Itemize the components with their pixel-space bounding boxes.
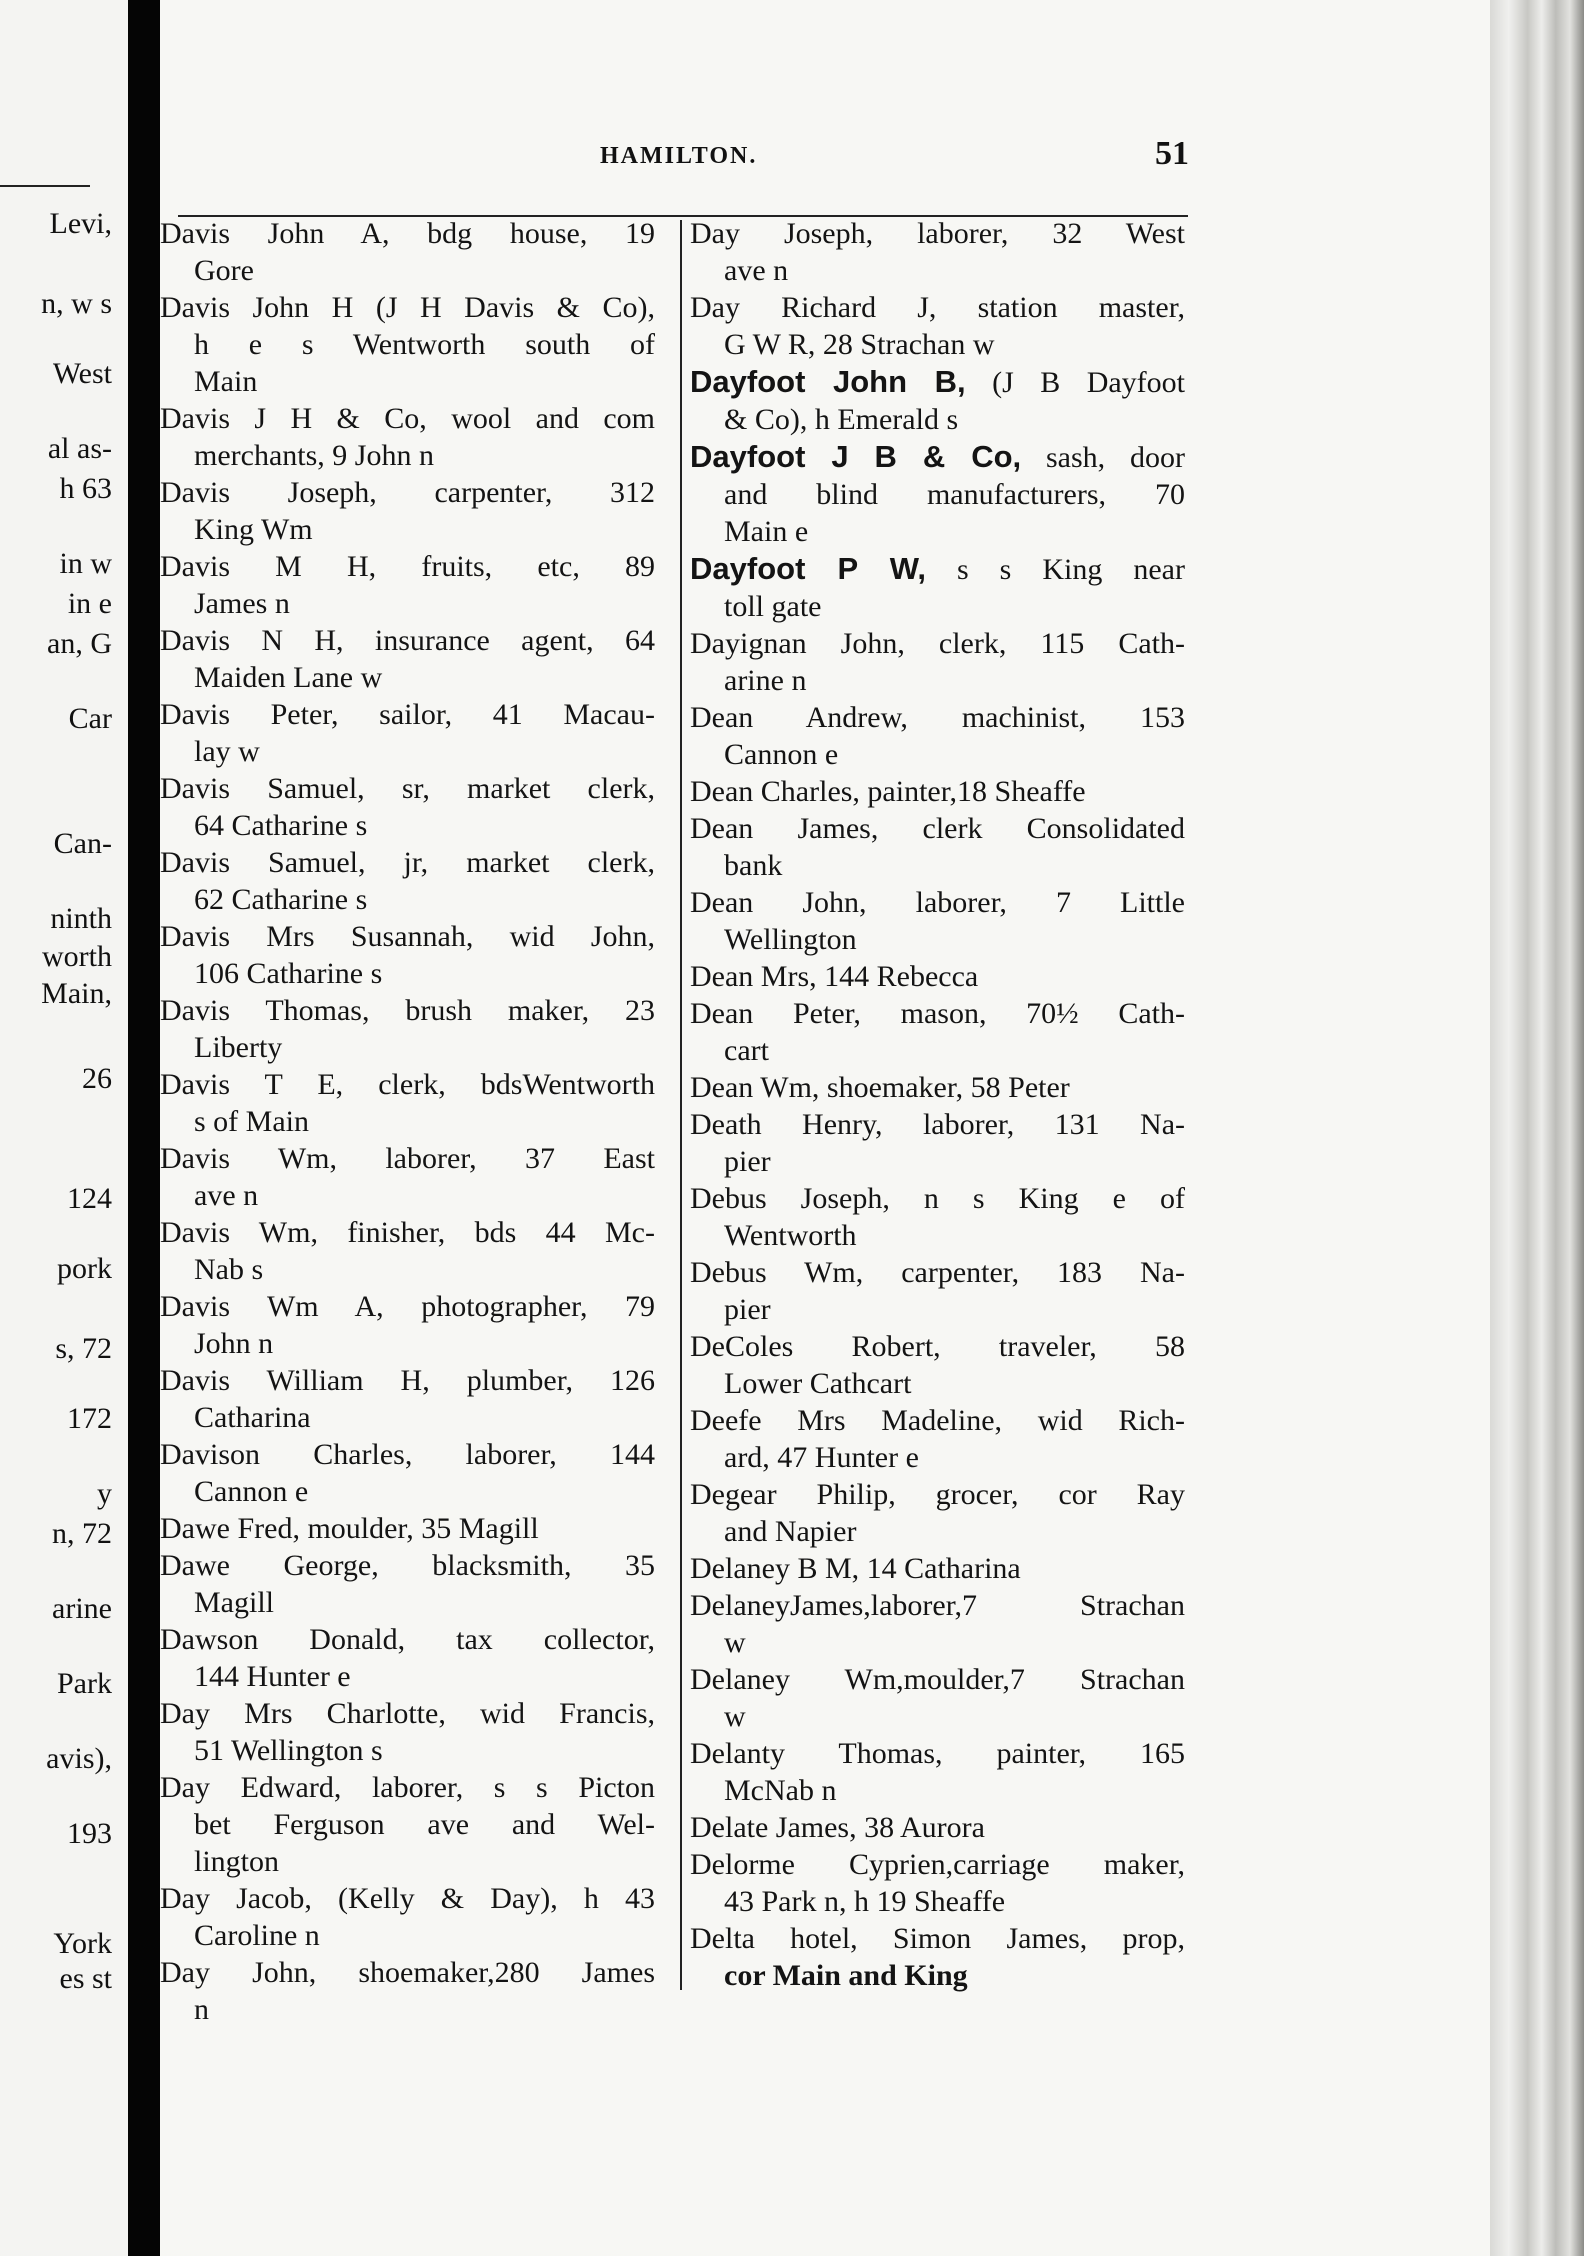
entry-bold-name: Dayfoot P W, [690, 551, 926, 586]
previous-page-text: worth [42, 940, 112, 973]
entry-line: and blind manufacturers, 70 [724, 478, 1185, 511]
directory-entry [690, 1254, 1185, 1328]
previous-page-text: n, w s [41, 287, 112, 320]
entry-line: Dean Andrew, machinist, 153 [690, 701, 1185, 734]
directory-entry [160, 1547, 655, 1621]
entry-line: 62 Catharine s [194, 883, 368, 916]
directory-entry [690, 810, 1185, 884]
running-head [160, 135, 1490, 195]
entry-line: ave n [724, 254, 789, 287]
page-title: HAMILTON. [600, 143, 758, 169]
entry-line: Davis Wm, laborer, 37 East [160, 1142, 655, 1175]
directory-entry [160, 1436, 655, 1510]
directory-entry [690, 438, 1185, 550]
entry-line: Davis Wm A, photographer, 79 [160, 1290, 655, 1323]
entry-line: Davis William H, plumber, 126 [160, 1364, 655, 1397]
directory-entry [160, 1621, 655, 1695]
directory-entry [690, 1587, 1185, 1661]
entry-line: Delaney B M, 14 Catharina [690, 1552, 1021, 1585]
directory-entry [690, 1180, 1185, 1254]
directory-entry [690, 1846, 1185, 1920]
directory-entry [160, 918, 655, 992]
entry-line-text: (J B Dayfoot [965, 366, 1185, 399]
entry-line: Wentworth [724, 1219, 857, 1252]
entry-line: Caroline n [194, 1919, 320, 1952]
entry-line: Degear Philip, grocer, cor Ray [690, 1478, 1185, 1511]
entry-line: Magill [194, 1586, 274, 1619]
entry-line: Dawson Donald, tax collector, [160, 1623, 655, 1656]
previous-page-text: 172 [67, 1402, 112, 1435]
entry-line-text: sash, door [1021, 441, 1185, 474]
directory-entry [160, 1362, 655, 1436]
page-number: 51 [1155, 135, 1189, 172]
entry-line: Davis Thomas, brush maker, 23 [160, 994, 655, 1027]
entry-line: Davis M H, fruits, etc, 89 [160, 550, 655, 583]
entry-bold-name: Dayfoot J B & Co, [690, 439, 1022, 474]
entry-line: Day Jacob, (Kelly & Day), h 43 [160, 1882, 655, 1915]
directory-entry [690, 1328, 1185, 1402]
previous-page-rule [0, 185, 90, 187]
entry-line: Davis John A, bdg house, 19 [160, 217, 655, 250]
directory-entry [160, 1954, 655, 2028]
entry-line: Debus Joseph, n s King e of [690, 1182, 1185, 1215]
entry-line: Day Edward, laborer, s s Picton [160, 1771, 655, 1804]
entry-line: Davis John H (J H Davis & Co), [160, 291, 655, 324]
entry-first-line [690, 438, 1185, 476]
previous-page-text: Can- [53, 827, 112, 860]
entry-line: Delaney Wm,moulder,7 Strachan [690, 1663, 1185, 1696]
entry-first-line [690, 550, 1185, 588]
entry-line: Lower Cathcart [724, 1367, 912, 1400]
previous-page-text: Park [57, 1667, 112, 1700]
previous-page-text: h 63 [59, 472, 112, 505]
directory-entry [690, 1106, 1185, 1180]
entry-line: Gore [194, 254, 254, 287]
directory-entry [690, 215, 1185, 289]
entry-line: bank [724, 849, 783, 882]
directory-page [160, 0, 1490, 2256]
book-gutter [128, 0, 160, 2256]
entry-line: Cannon e [724, 738, 839, 771]
entry-line: cart [724, 1034, 769, 1067]
directory-entry [690, 958, 1185, 995]
previous-page-text: Car [68, 702, 112, 735]
directory-entry [690, 1735, 1185, 1809]
entry-line: Delorme Cyprien,carriage maker, [690, 1848, 1185, 1881]
previous-page-text: 26 [82, 1062, 112, 1095]
previous-page-text: es st [59, 1962, 112, 1995]
entry-line: lington [194, 1845, 280, 1878]
entry-line: Dean Charles, painter,18 Sheaffe [690, 775, 1086, 808]
entry-line: bet Ferguson ave and Wel- [194, 1808, 655, 1841]
entry-line: Day Richard J, station master, [690, 291, 1185, 324]
directory-entry [160, 474, 655, 548]
entry-line: Davis T E, clerk, bdsWentworth [160, 1068, 655, 1101]
directory-entry [160, 844, 655, 918]
entry-line: 106 Catharine s [194, 957, 383, 990]
directory-entry [690, 1809, 1185, 1846]
directory-entry [690, 1550, 1185, 1587]
directory-entry [160, 548, 655, 622]
previous-page-text: arine [52, 1592, 112, 1625]
directory-entry [690, 1476, 1185, 1550]
entry-line: DeColes Robert, traveler, 58 [690, 1330, 1185, 1363]
directory-entry [160, 289, 655, 400]
previous-page-text: al as- [47, 432, 112, 465]
entry-line: h e s Wentworth south of [194, 328, 655, 361]
entry-line: Cannon e [194, 1475, 309, 1508]
previous-page-text: Levi, [49, 207, 112, 240]
directory-entry [160, 1214, 655, 1288]
entry-line: Davison Charles, laborer, 144 [160, 1438, 655, 1471]
entry-line: Davis Samuel, jr, market clerk, [160, 846, 655, 879]
entry-line: Davis Wm, finisher, bds 44 Mc- [160, 1216, 655, 1249]
previous-page-text: West [52, 357, 112, 390]
previous-page-text: pork [57, 1252, 112, 1285]
previous-page-text: 124 [67, 1182, 112, 1215]
directory-entry [160, 400, 655, 474]
directory-entry [160, 770, 655, 844]
directory-entry [690, 1069, 1185, 1106]
directory-entry [160, 696, 655, 770]
previous-page-text: an, G [47, 627, 112, 660]
entry-line: w [724, 1700, 746, 1733]
directory-entry [690, 1661, 1185, 1735]
entry-line: pier [724, 1145, 771, 1178]
entry-line: Dean Mrs, 144 Rebecca [690, 960, 979, 993]
entry-bold-name: Dayfoot John B, [690, 364, 966, 399]
directory-entry [160, 215, 655, 289]
previous-page-fragment [0, 0, 128, 2256]
directory-entry [160, 1695, 655, 1769]
entry-line: Davis Mrs Susannah, wid John, [160, 920, 655, 953]
entry-line: 64 Catharine s [194, 809, 368, 842]
entry-line: Wellington [724, 923, 857, 956]
previous-page-text: ninth [50, 902, 112, 935]
entry-line: lay w [194, 735, 260, 768]
entry-line: Catharina [194, 1401, 311, 1434]
entry-line: ard, 47 Hunter e [724, 1441, 919, 1474]
entry-line: James n [194, 587, 290, 620]
entry-line: Dean Peter, mason, 70½ Cath- [690, 997, 1185, 1030]
entry-line: Main e [724, 515, 809, 548]
previous-page-text: Main, [41, 977, 112, 1010]
entry-line: Dayignan John, clerk, 115 Cath- [690, 627, 1185, 660]
entry-line: Delanty Thomas, painter, 165 [690, 1737, 1185, 1770]
entry-first-line [690, 363, 1185, 401]
entry-line: Dawe George, blacksmith, 35 [160, 1549, 655, 1582]
entry-line: John n [194, 1327, 274, 1360]
directory-entry [160, 1769, 655, 1880]
entry-line: s of Main [194, 1105, 309, 1138]
previous-page-text: s, 72 [55, 1332, 112, 1365]
entry-line: Debus Wm, carpenter, 183 Na- [690, 1256, 1185, 1289]
entry-line: 51 Wellington s [194, 1734, 383, 1767]
entry-line: Day John, shoemaker,280 James [160, 1956, 655, 1989]
previous-page-text: York [53, 1927, 112, 1960]
entry-line: w [724, 1626, 746, 1659]
entry-line: McNab n [724, 1774, 837, 1807]
directory-entry [690, 1920, 1185, 1994]
entry-line: Delate James, 38 Aurora [690, 1811, 985, 1844]
directory-entry [690, 363, 1185, 438]
directory-entry [690, 699, 1185, 773]
entry-line: 43 Park n, h 19 Sheaffe [724, 1885, 1006, 1918]
entry-bold-line: cor Main and King [724, 1959, 968, 1992]
directory-entry [690, 884, 1185, 958]
directory-entry [690, 550, 1185, 625]
previous-page-text: n, 72 [52, 1517, 112, 1550]
entry-line: Liberty [194, 1031, 283, 1064]
directory-entry [160, 1510, 655, 1547]
entry-line: Davis N H, insurance agent, 64 [160, 624, 655, 657]
entry-line: Dean James, clerk Consolidated [690, 812, 1185, 845]
previous-page-text: avis), [46, 1742, 112, 1775]
entry-line: Death Henry, laborer, 131 Na- [690, 1108, 1185, 1141]
page-edges [1490, 0, 1584, 2256]
entry-line: Delta hotel, Simon James, prop, [690, 1922, 1185, 1955]
entry-line: arine n [724, 664, 807, 697]
left-column [160, 215, 655, 2028]
entry-line: n [194, 1993, 209, 2026]
directory-entry [690, 995, 1185, 1069]
entry-line: & Co), h Emerald s [724, 403, 959, 436]
right-column [690, 215, 1185, 1994]
directory-entry [690, 1402, 1185, 1476]
entry-line: Davis J H & Co, wool and com [160, 402, 655, 435]
column-divider [680, 220, 682, 1990]
entry-line: Day Mrs Charlotte, wid Francis, [160, 1697, 655, 1730]
entry-line: Dean Wm, shoemaker, 58 Peter [690, 1071, 1070, 1104]
entry-line: Maiden Lane w [194, 661, 383, 694]
entry-line: King Wm [194, 513, 313, 546]
directory-entry [160, 1066, 655, 1140]
previous-page-text: 193 [67, 1817, 112, 1850]
entry-line: 144 Hunter e [194, 1660, 351, 1693]
entry-line: merchants, 9 John n [194, 439, 434, 472]
directory-entry [160, 622, 655, 696]
directory-entry [690, 625, 1185, 699]
entry-line: ave n [194, 1179, 259, 1212]
entry-line: Main [194, 365, 258, 398]
entry-line: Deefe Mrs Madeline, wid Rich- [690, 1404, 1185, 1437]
entry-line: Dean John, laborer, 7 Little [690, 886, 1185, 919]
entry-line: DelaneyJames,laborer,7 Strachan [690, 1589, 1185, 1622]
directory-entry [160, 1140, 655, 1214]
directory-entry [690, 289, 1185, 363]
previous-page-text: in w [59, 547, 112, 580]
entry-line: Dawe Fred, moulder, 35 Magill [160, 1512, 539, 1545]
entry-line: G W R, 28 Strachan w [724, 328, 995, 361]
entry-line: Davis Peter, sailor, 41 Macau- [160, 698, 655, 731]
directory-entry [160, 1880, 655, 1954]
entry-line: Nab s [194, 1253, 264, 1286]
entry-line: Davis Joseph, carpenter, 312 [160, 476, 655, 509]
previous-page-text: y [97, 1477, 112, 1510]
entry-line: and Napier [724, 1515, 857, 1548]
directory-entry [160, 992, 655, 1066]
directory-entry [160, 1288, 655, 1362]
previous-page-text: in e [67, 587, 112, 620]
entry-line: toll gate [724, 590, 822, 623]
entry-line: Davis Samuel, sr, market clerk, [160, 772, 655, 805]
entry-line: Day Joseph, laborer, 32 West [690, 217, 1185, 250]
entry-line-text: s s King near [925, 553, 1185, 586]
directory-entry [690, 773, 1185, 810]
entry-line: pier [724, 1293, 771, 1326]
